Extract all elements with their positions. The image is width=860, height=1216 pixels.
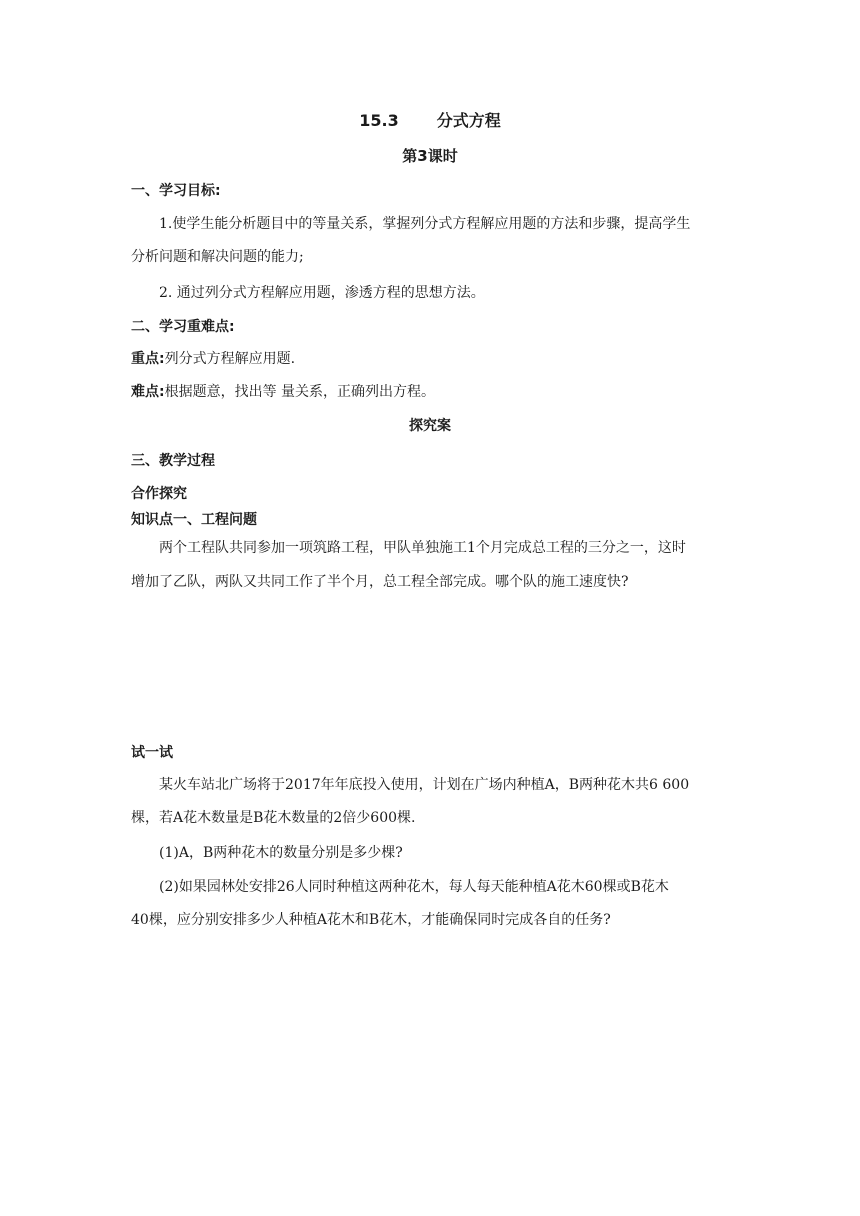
- try-question-2-line-1: (2)如果园林处安排26人同时种植这两种花木，每人每天能种植A花木60棵或B花木: [159, 879, 669, 895]
- key-point-text: 列分式方程解应用题.: [164, 351, 296, 367]
- try-line-1: 某火车站北广场将于2017年年底投入使用，计划在广场内种植A，B两种花木共6 600: [159, 777, 690, 793]
- difficult-point-label: 难点:: [131, 384, 165, 400]
- lesson-label: 第3课时: [402, 147, 458, 165]
- problem-line-1: 两个工程队共同参加一项筑路工程，甲队单独施工1个月完成总工程的三分之一，这时: [159, 540, 686, 556]
- section-title: [0, 111, 860, 131]
- goals-heading: 一、学习目标:: [131, 183, 221, 199]
- problem-line-2: 增加了乙队，两队又共同工作了半个月，总工程全部完成。哪个队的施工速度快?: [131, 574, 629, 590]
- try-question-1: (1)A，B两种花木的数量分别是多少棵?: [159, 845, 403, 861]
- key-points-heading: 二、学习重难点:: [131, 319, 235, 335]
- try-line-2: 棵，若A花木数量是B花木数量的2倍少600棵.: [131, 810, 416, 826]
- difficult-point-text: 根据题意，找出等 量关系，正确列出方程。: [164, 384, 436, 400]
- knowledge-point-1: 知识点一、工程问题: [131, 512, 257, 528]
- goal-1-line-1: 1.使学生能分析题目中的等量关系，掌握列分式方程解应用题的方法和步骤，提高学生: [159, 216, 691, 232]
- try-heading: 试一试: [131, 745, 173, 761]
- explore-heading: 探究案: [409, 418, 451, 434]
- section-number: 15.3: [359, 111, 399, 130]
- goal-2: 2. 通过列分式方程解应用题，渗透方程的思想方法。: [159, 285, 485, 301]
- key-point: [131, 349, 295, 369]
- section-name: 分式方程: [436, 111, 501, 130]
- cooperative-exploration: 合作探究: [131, 486, 187, 502]
- process-heading: 三、教学过程: [131, 453, 215, 469]
- try-question-2-line-2: 40棵，应分别安排多少人种植A花木和B花木，才能确保同时完成各自的任务?: [131, 912, 611, 928]
- difficult-point: [131, 382, 435, 402]
- key-point-label: 重点:: [131, 351, 165, 367]
- goal-1-line-2: 分析问题和解决问题的能力;: [131, 249, 304, 265]
